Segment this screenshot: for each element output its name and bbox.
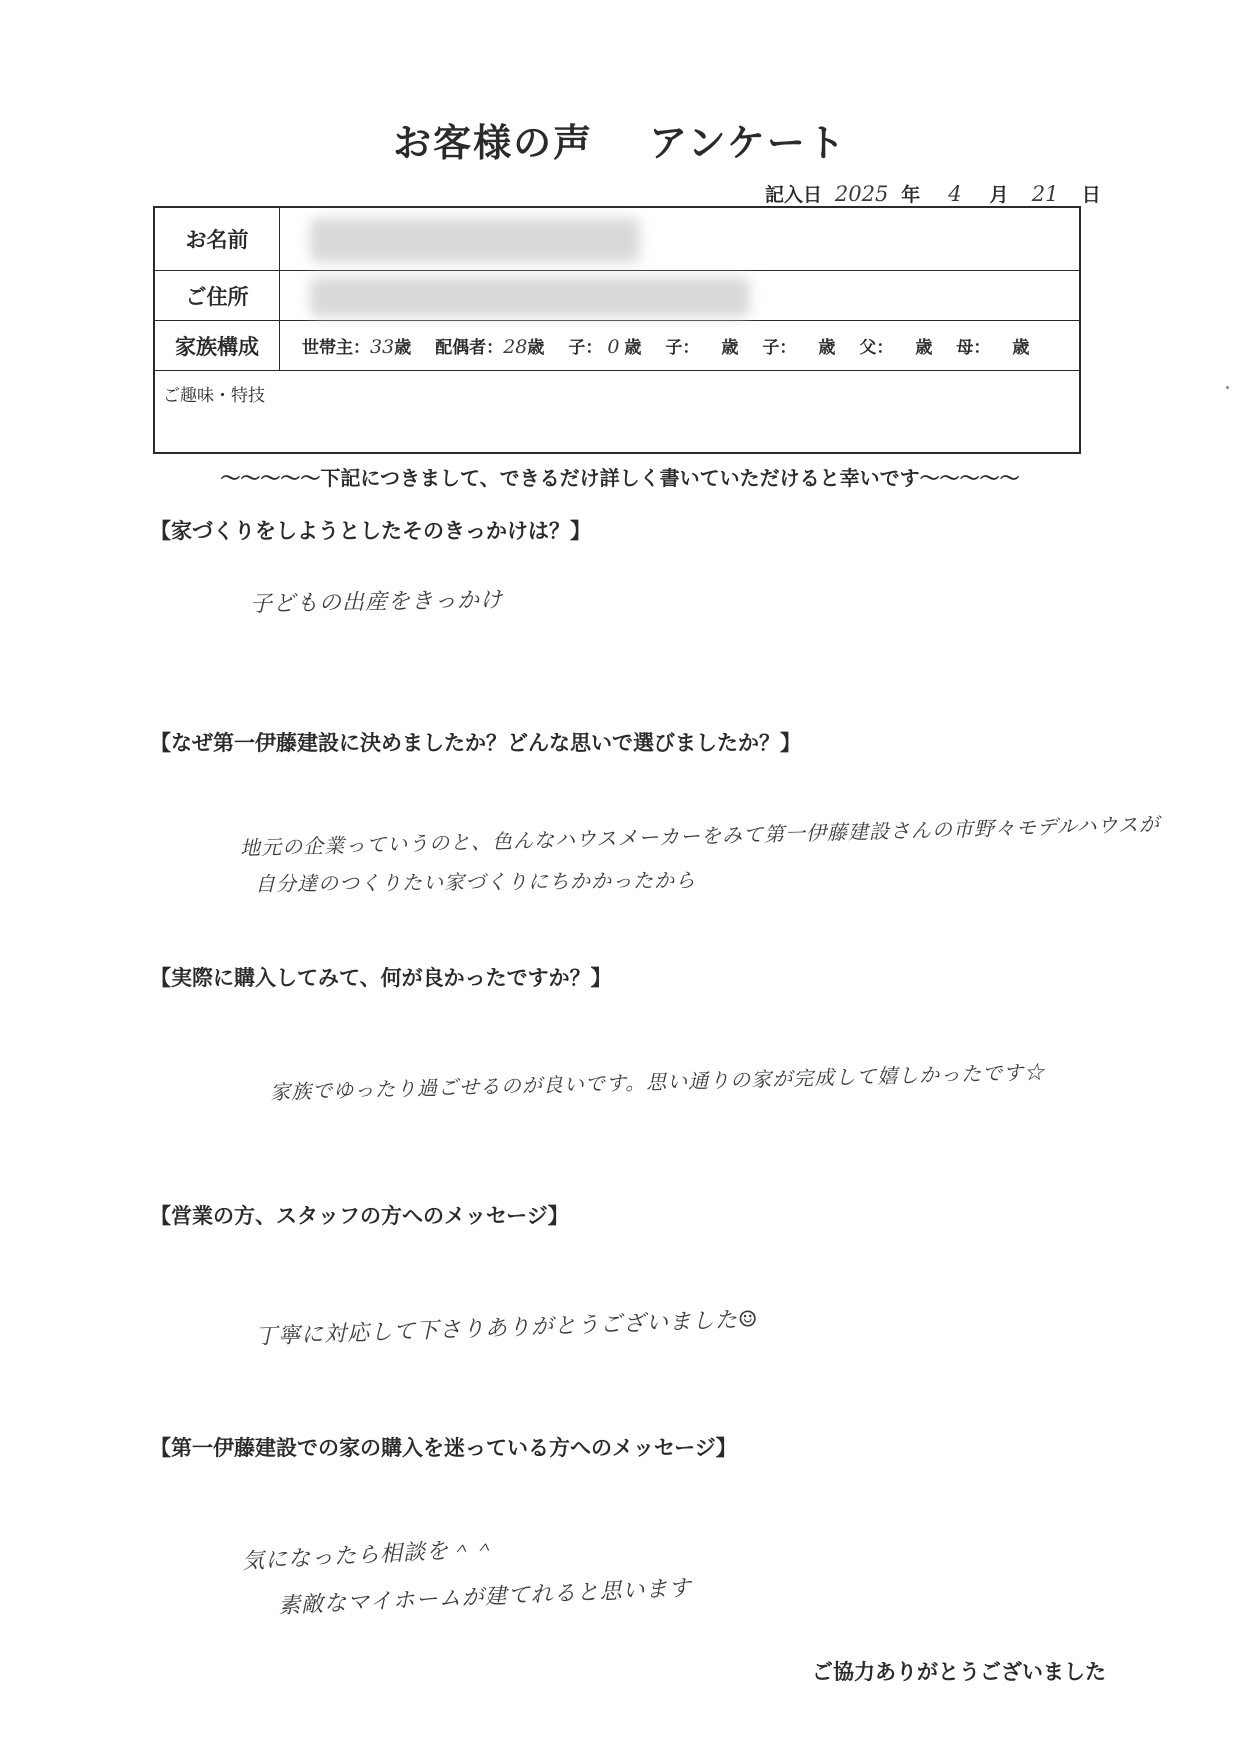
date-month-unit: 月	[989, 184, 1009, 206]
name-label: お名前	[155, 208, 280, 270]
family-head: 世帯主：33歳	[302, 336, 412, 358]
family-label: 家族構成	[155, 321, 280, 370]
family-father: 父： 歳	[859, 338, 933, 358]
redacted-name	[310, 218, 640, 262]
name-value	[280, 208, 1079, 270]
page-title	[0, 112, 1240, 167]
family-child-2: 子： 歳	[665, 338, 739, 358]
scan-speck	[1226, 386, 1229, 389]
hobby-row	[155, 371, 1079, 452]
family-child-3: 子： 歳	[762, 338, 836, 358]
address-label: ご住所	[155, 271, 280, 320]
title-main: お客様の声	[393, 121, 594, 165]
closing-message: ご協力ありがとうございました	[812, 1660, 1106, 1684]
question-2-answer-line-1: 地元の企業っていうのと、色んなハウスメーカーをみて第一伊藤建設さんの市野々モデルハウスが	[239, 811, 1161, 861]
hobby-label: ご趣味・特技	[163, 386, 265, 406]
family-members	[302, 321, 1053, 370]
date-day: 21	[1031, 182, 1059, 206]
question-1-heading: 【家づくりをしようとしたそのきっかけは？】	[150, 519, 591, 543]
family-value	[280, 321, 1079, 370]
question-3-heading: 【実際に購入してみて、何が良かったですか？】	[150, 966, 612, 990]
customer-info-table	[153, 206, 1081, 454]
title-sub: アンケート	[649, 121, 847, 165]
name-row	[155, 208, 1079, 271]
date-month: 4	[948, 182, 962, 206]
family-child-1: 子： 0 歳	[568, 336, 642, 358]
date-label: 記入日	[765, 184, 823, 206]
date-day-unit: 日	[1081, 184, 1101, 206]
question-2-heading: 【なぜ第一伊藤建設に決めましたか？どんな思いで選びましたか？】	[150, 731, 801, 755]
redacted-address	[310, 277, 750, 317]
question-1-answer: 子どもの出産をきっかけ	[249, 587, 504, 618]
question-5-heading: 【第一伊藤建設での家の購入を迷っている方へのメッセージ】	[150, 1436, 737, 1460]
date-year: 2025	[834, 182, 889, 206]
instruction-text: ～～～～～下記につきまして、できるだけ詳しく書いていただけると幸いです～～～～～	[220, 466, 1020, 490]
address-value	[280, 271, 1079, 320]
question-3-answer: 家族でゆったり過ごせるのが良いです。思い通りの家が完成して嬉しかったです☆	[269, 1059, 1046, 1105]
family-spouse: 配偶者：28歳	[435, 336, 545, 358]
family-mother: 母： 歳	[956, 338, 1030, 358]
question-5-answer-line-2: 素敵なマイホームが建てれると思います	[277, 1575, 692, 1620]
question-4-heading: 【営業の方、スタッフの方へのメッセージ】	[150, 1204, 569, 1228]
question-4-answer: 丁寧に対応して下さりありがとうございました☺	[254, 1307, 760, 1350]
address-row	[155, 271, 1079, 321]
family-row	[155, 321, 1079, 371]
entry-date	[765, 180, 1101, 207]
date-year-unit: 年	[901, 184, 921, 206]
question-2-answer-line-2: 自分達のつくりたい家づくりにちかかったから	[254, 868, 697, 896]
question-5-answer-line-1: 気になったら相談を＾＾	[241, 1536, 496, 1575]
